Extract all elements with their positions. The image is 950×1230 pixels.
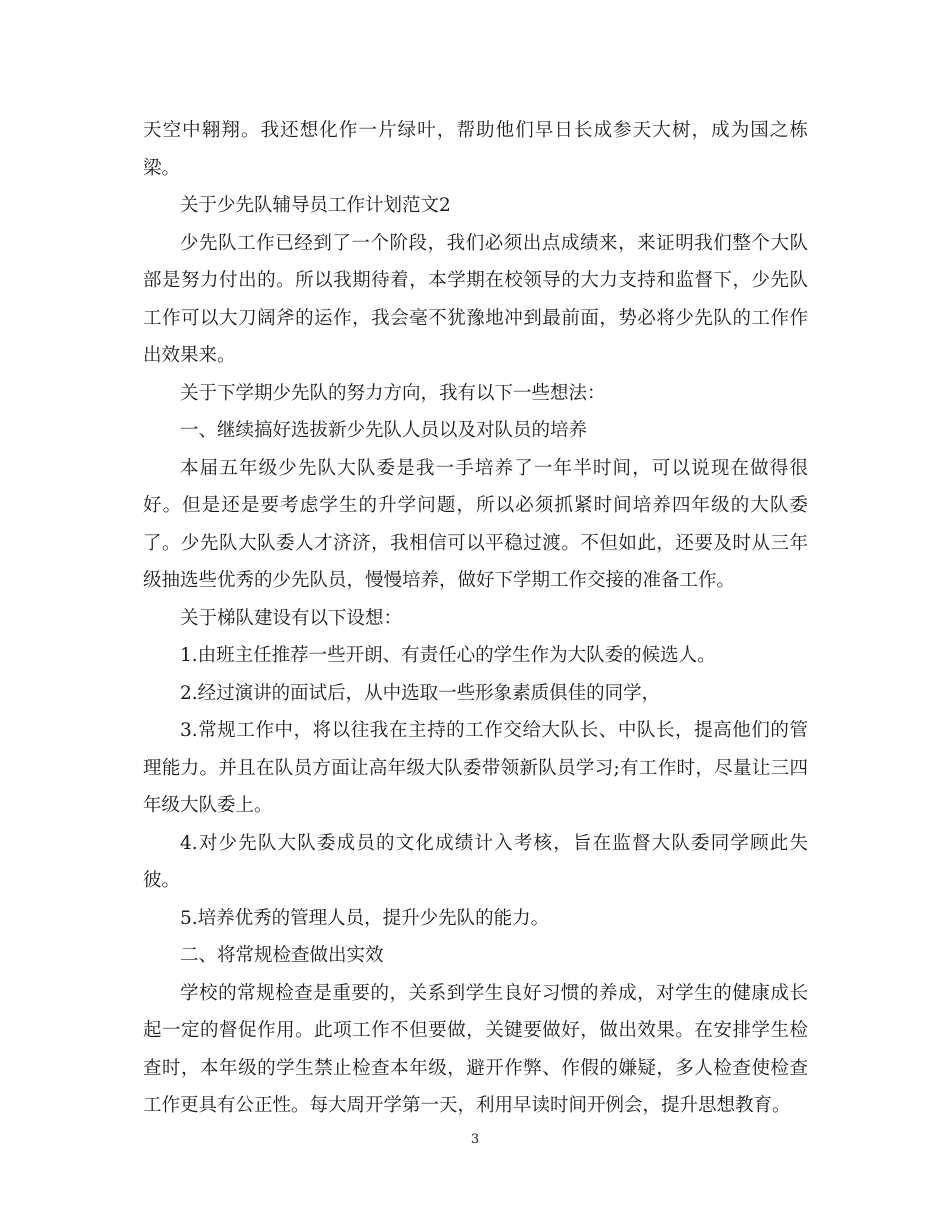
paragraph: 关于下学期少先队的努力方向，我有以下一些想法： (180, 382, 606, 404)
section-heading: 一、继续搞好选拔新少先队人员以及对队员的培养 (180, 420, 588, 441)
section-heading: 关于少先队辅导员工作计划范文2 (180, 195, 451, 216)
page-number: 3 (470, 1132, 480, 1147)
paragraph: 少先队工作已经到了一个阶段，我们必须出点成绩来，来证明我们整个大队部是努力付出的。所以我期待着，本学期在校领导的大力支持和监督下，少先队工作可以大刀阔斧的运作，我会毫不犹豫地冲到最前面，势必将少先队的工作作出效果来。 (143, 232, 808, 366)
list-item: 5.培养优秀的管理人员，提升少先队的能力。 (180, 907, 550, 929)
document-body (143, 112, 808, 1125)
paragraph: 学校的常规检查是重要的，关系到学生良好习惯的养成，对学生的健康成长起一定的督促作用。此项工作不但要做，关键要做好，做出效果。在安排学生检查时，本年级的学生禁止检查本年级，避开作弊、作假的嫌疑，多人检查使检查工作更具有公正性。每大周开学第一天，利用早读时间开例会，提升思想教育。 (143, 982, 808, 1116)
paragraph: 天空中翱翔。我还想化作一片绿叶，帮助他们早日长成参天大树，成为国之栋梁。 (143, 120, 808, 179)
section-heading: 二、将常规检查做出实效 (180, 945, 384, 966)
paragraph: 关于梯队建设有以下设想： (180, 607, 403, 629)
list-item: 3.常规工作中，将以往我在主持的工作交给大队长、中队长，提高他们的管理能力。并且在队员方面让高年级大队委带领新队员学习;有工作时，尽量让三四年级大队委上。 (143, 720, 808, 816)
list-item: 4.对少先队大队委成员的文化成绩计入考核，旨在监督大队委同学顾此失彼。 (143, 832, 808, 891)
paragraph: 本届五年级少先队大队委是我一手培养了一年半时间，可以说现在做得很好。但是还是要考虑学生的升学问题，所以必须抓紧时间培养四年级的大队委了。少先队大队委人才济济，我相信可以平稳过渡。不但如此，还要及时从三年级抽选些优秀的少先队员，慢慢培养，做好下学期工作交接的准备工作。 (143, 457, 808, 591)
list-item: 1.由班主任推荐一些开朗、有责任心的学生作为大队委的候选人。 (180, 645, 716, 666)
list-item: 2.经过演讲的面试后，从中选取一些形象素质俱佳的同学， (180, 682, 661, 704)
